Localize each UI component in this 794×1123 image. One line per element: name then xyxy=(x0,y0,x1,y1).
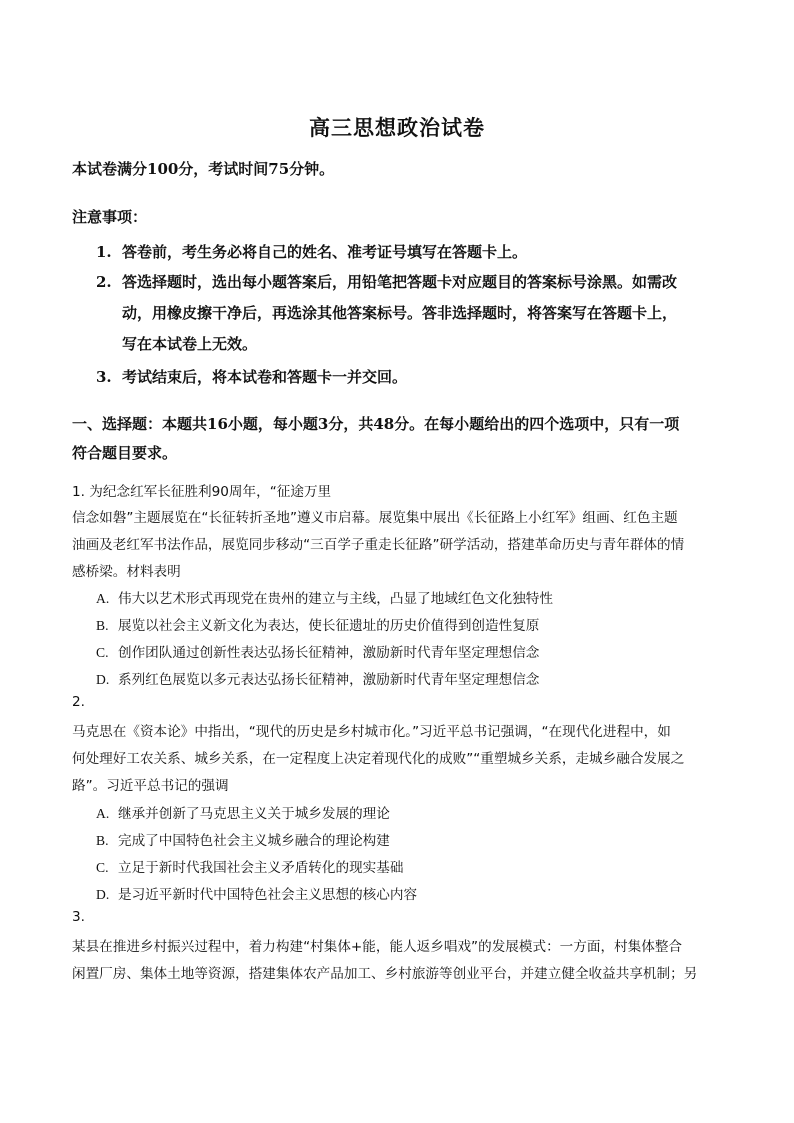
question-stem: 感桥梁。材料表明 xyxy=(72,564,181,580)
exam-intro: 本试卷满分100分，考试时间75分钟。 xyxy=(72,160,335,178)
option-letter: C. xyxy=(96,645,109,660)
question-option xyxy=(96,883,417,903)
option-text: 继承并创新了马克思主义关于城乡发展的理论 xyxy=(118,806,390,822)
option-letter: C. xyxy=(96,860,109,875)
question-stem: 某县在推进乡村振兴过程中，着力构建“村集体+能，能人返乡唱戏”的发展模式：一方面，村集体整合 xyxy=(72,939,683,955)
question-stem: 何处理好工农关系、城乡关系，在一定程度上决定着现代化的成败”“重塑城乡关系，走城乡融合发展之 xyxy=(72,751,685,767)
question-stem: 油画及老红军书法作品，展览同步移动“三百学子重走长征路”研学活动，搭建革命历史与青年群体的情 xyxy=(72,537,685,553)
question-number: 3. xyxy=(72,909,85,925)
notice-item-number: 3. xyxy=(96,368,112,386)
question-stem: 闲置厂房、集体土地等资源，搭建集体农产品加工、乡村旅游等创业平台，并建立健全收益共享机制；另 xyxy=(72,966,698,982)
question-option xyxy=(96,802,390,822)
section-heading: 一、选择题：本题共16小题，每小题3分，共48分。在每小题给出的四个选项中，只有一项 xyxy=(72,415,680,433)
option-letter: B. xyxy=(96,833,109,848)
option-text: 完成了中国特色社会主义城乡融合的理论构建 xyxy=(118,833,390,849)
question-number: 2. xyxy=(72,694,85,710)
option-letter: B. xyxy=(96,618,109,633)
question-stem: 路”。习近平总书记的强调 xyxy=(72,778,229,794)
notice-item-text: 动，用橡皮擦干净后，再选涂其他答案标号。答非选择题时，将答案写在答题卡上， xyxy=(122,304,678,322)
option-text: 展览以社会主义新文化为表达，使长征遗址的历史价值得到创造性复原 xyxy=(118,618,540,634)
notice-item xyxy=(96,366,407,387)
question-option xyxy=(96,856,403,876)
option-letter: A. xyxy=(96,806,110,821)
question-option xyxy=(96,614,539,634)
page-title: 高三思想政治试卷 xyxy=(309,115,485,140)
question-option xyxy=(96,829,390,849)
notice-item-number: 2. xyxy=(96,273,112,291)
option-text: 是习近平新时代中国特色社会主义思想的核心内容 xyxy=(118,887,418,903)
option-text: 创作团队通过创新性表达弘扬长征精神，激励新时代青年坚定理想信念 xyxy=(118,645,540,661)
option-text: 立足于新时代我国社会主义矛盾转化的现实基础 xyxy=(118,860,404,876)
question-stem: 1. 为纪念红军长征胜利90周年，“征途万里 xyxy=(72,484,332,500)
notice-item-text: 写在本试卷上无效。 xyxy=(122,335,258,353)
notice-item xyxy=(96,241,527,262)
question-option xyxy=(96,668,539,688)
notice-item-text: 考试结束后，将本试卷和答题卡一并交回。 xyxy=(122,368,408,386)
option-letter: A. xyxy=(96,591,110,606)
notice-item xyxy=(96,271,677,292)
option-text: 系列红色展览以多元表达弘扬长征精神，激励新时代青年坚定理想信念 xyxy=(118,672,540,688)
notice-item-text: 答卷前，考生务必将自己的姓名、准考证号填写在答题卡上。 xyxy=(122,243,528,261)
section-heading: 符合题目要求。 xyxy=(72,444,178,462)
question-option xyxy=(96,641,539,661)
option-text: 伟大以艺术形式再现党在贵州的建立与主线，凸显了地域红色文化独特性 xyxy=(118,591,553,607)
notice-heading: 注意事项： xyxy=(72,208,148,226)
question-stem: 马克思在《资本论》中指出，“现代的历史是乡村城市化。”习近平总书记强调，“在现代化进程中，如 xyxy=(72,724,671,740)
option-letter: D. xyxy=(96,672,110,687)
option-letter: D. xyxy=(96,887,110,902)
notice-item-number: 1. xyxy=(96,243,112,261)
question-option xyxy=(96,587,553,607)
question-stem: 信念如磐”主题展览在“长征转折圣地”遵义市启幕。展览集中展出《长征路上小红军》组画、红色主题 xyxy=(72,510,678,526)
notice-item-text: 答选择题时，选出每小题答案后，用铅笔把答题卡对应题目的答案标号涂黑。如需改 xyxy=(122,273,678,291)
